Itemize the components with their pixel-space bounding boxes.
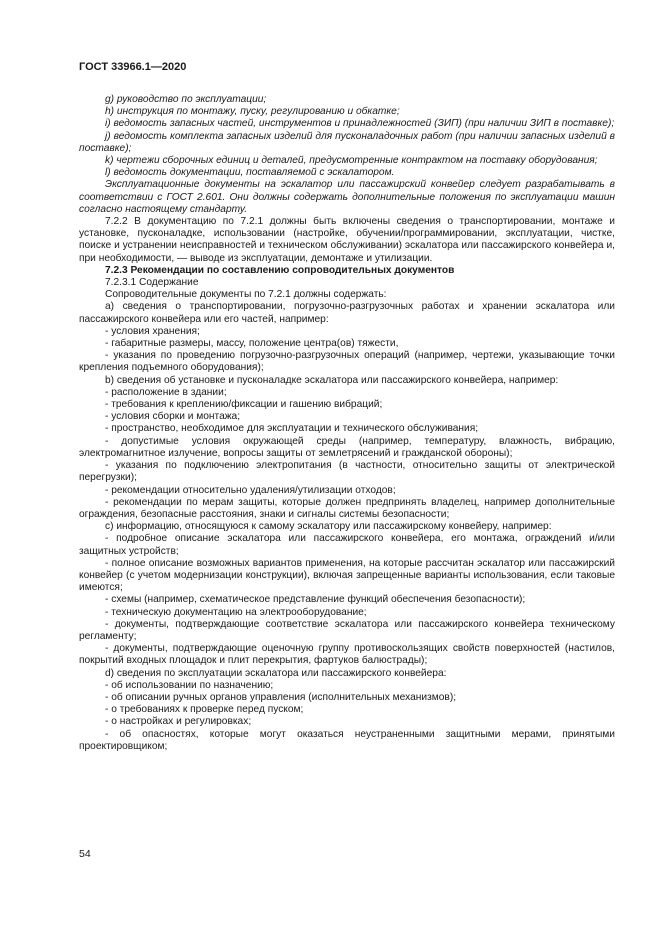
list-item-b: b) сведения об установке и пусконаладке эскалатора или пассажирского конвейера, например: <box>105 374 559 386</box>
list-item-j: j) ведомость комплекта запасных изделий для пусконаладочных работ (при наличии запасных изделий в поставке); <box>79 130 615 154</box>
list-item: - требования к креплению/фиксации и гашению вибраций; <box>105 399 383 411</box>
list-item: - расположение в здании; <box>105 386 227 398</box>
list-item: - схемы (например, схематическое представление функций обеспечения безопасности); <box>105 594 526 606</box>
list-item: - рекомендации по мерам защиты, которые должен предпринять владелец, например дополнительные ограждения, безопасные расстояния, знаки и сигналы системы безопасности; <box>79 496 615 520</box>
list-item: - документы, подтверждающие оценочную группу противоскользящих свойств поверхностей (настилов, покрытий входных площадок и плит перекрытия, фартуков балюстрады); <box>79 643 615 667</box>
list-item-i: i) ведомость запасных частей, инструментов и принадлежностей (ЗИП) (при наличии ЗИП в поставке); <box>105 118 615 130</box>
paragraph-operational-docs: Эксплуатационные документы на эскалатор или пассажирский конвейер следует разрабатывать в соответствии с ГОСТ 2.601. Они должны содержать дополнительные положения по эксплуатации машин согласно настоящему стандарту. <box>79 179 615 215</box>
list-item-k: k) чертежи сборочных единиц и деталей, предусмотренные контрактом на поставку оборудования; <box>105 155 598 167</box>
list-item: - об опасностях, которые могут оказаться неустраненными защитными мерами, принятыми проектировщиком; <box>79 728 615 752</box>
list-item: - документы, подтверждающие соответствие эскалатора или пассажирского конвейера техническому регламенту; <box>79 618 615 642</box>
paragraph: Сопроводительные документы по 7.2.1 должны содержать: <box>105 289 387 301</box>
list-item: - подробное описание эскалатора или пассажирского конвейера, его монтажа, ограждений и/или защитных устройств; <box>79 533 615 557</box>
list-item: - о требованиях к проверке перед пуском; <box>105 704 304 716</box>
list-item-h: h) инструкция по монтажу, пуску, регулированию и обкатке; <box>105 106 400 118</box>
list-item: - о настройках и регулировках; <box>105 716 252 728</box>
list-item: - пространство, необходимое для эксплуатации и технического обслуживания; <box>105 423 479 435</box>
list-item: - условия сборки и монтажа; <box>105 411 241 423</box>
list-item: - рекомендации относительно удаления/утилизации отходов; <box>105 484 396 496</box>
list-item: - указания по проведению погрузочно-разгрузочных операций (например, чертежи, указывающие точки крепления подъемного оборудования); <box>79 350 615 374</box>
list-item: - указания по подключению электропитания (в частности, относительно защиты от электрической перегрузки); <box>79 460 615 484</box>
list-item-g: g) руководство по эксплуатации; <box>105 94 267 105</box>
list-item-a: a) сведения о транспортировании, погрузочно-разгрузочных работах и хранении эскалатора или пассажирского конвейера или его частей, например: <box>79 301 615 325</box>
list-item-l: l) ведомость документации, поставляемой с эскалатором. <box>105 167 395 179</box>
list-item: - об описании ручных органов управления (исполнительных механизмов); <box>105 691 457 703</box>
section-heading-7-2-3: 7.2.3 Рекомендации по составлению сопроводительных документов <box>105 264 455 276</box>
list-item-c: c) информацию, относящуюся к самому эскалатору или пассажирскому конвейеру, например: <box>105 521 552 533</box>
list-item: - допустимые условия окружающей среды (например, температуру, влажность, вибрацию, электромагнитное излучение, вопросы защиты от землетрясений и гражданской обороны); <box>79 435 615 459</box>
subsection-heading-7-2-3-1: 7.2.3.1 Содержание <box>105 277 199 289</box>
list-item-d: d) сведения по эксплуатации эскалатора или пассажирского конвейера: <box>105 667 447 679</box>
document-header: ГОСТ 33966.1—2020 <box>79 61 187 73</box>
list-item: - полное описание возможных вариантов применения, на которые рассчитан эскалатор или пассажирский конвейер (с учетом модернизации конструкции), включая запрещенные варианты использования, если таковые имеются; <box>79 557 615 594</box>
list-item: - об использовании по назначению; <box>105 679 274 691</box>
clause-7-2-2: 7.2.2 В документацию по 7.2.1 должны быть включены сведения о транспортировании, монтаже и установке, пусконаладке, использовании (настройке, обучении/программировании, эксплуатации, чистке, поиске и устранении неисправностей и техническом обслуживании) эскалатора или пассажирского конвейера и, при необходимости, — выводе из эксплуатации, демонтаже и утилизации. <box>79 216 615 264</box>
document-body <box>79 94 615 753</box>
page-number: 54 <box>79 848 91 860</box>
list-item: - габаритные размеры, массу, положение центра(ов) тяжести, <box>105 338 399 350</box>
list-item: - условия хранения; <box>105 325 200 337</box>
list-item: - техническую документацию на электрооборудование; <box>105 606 367 618</box>
